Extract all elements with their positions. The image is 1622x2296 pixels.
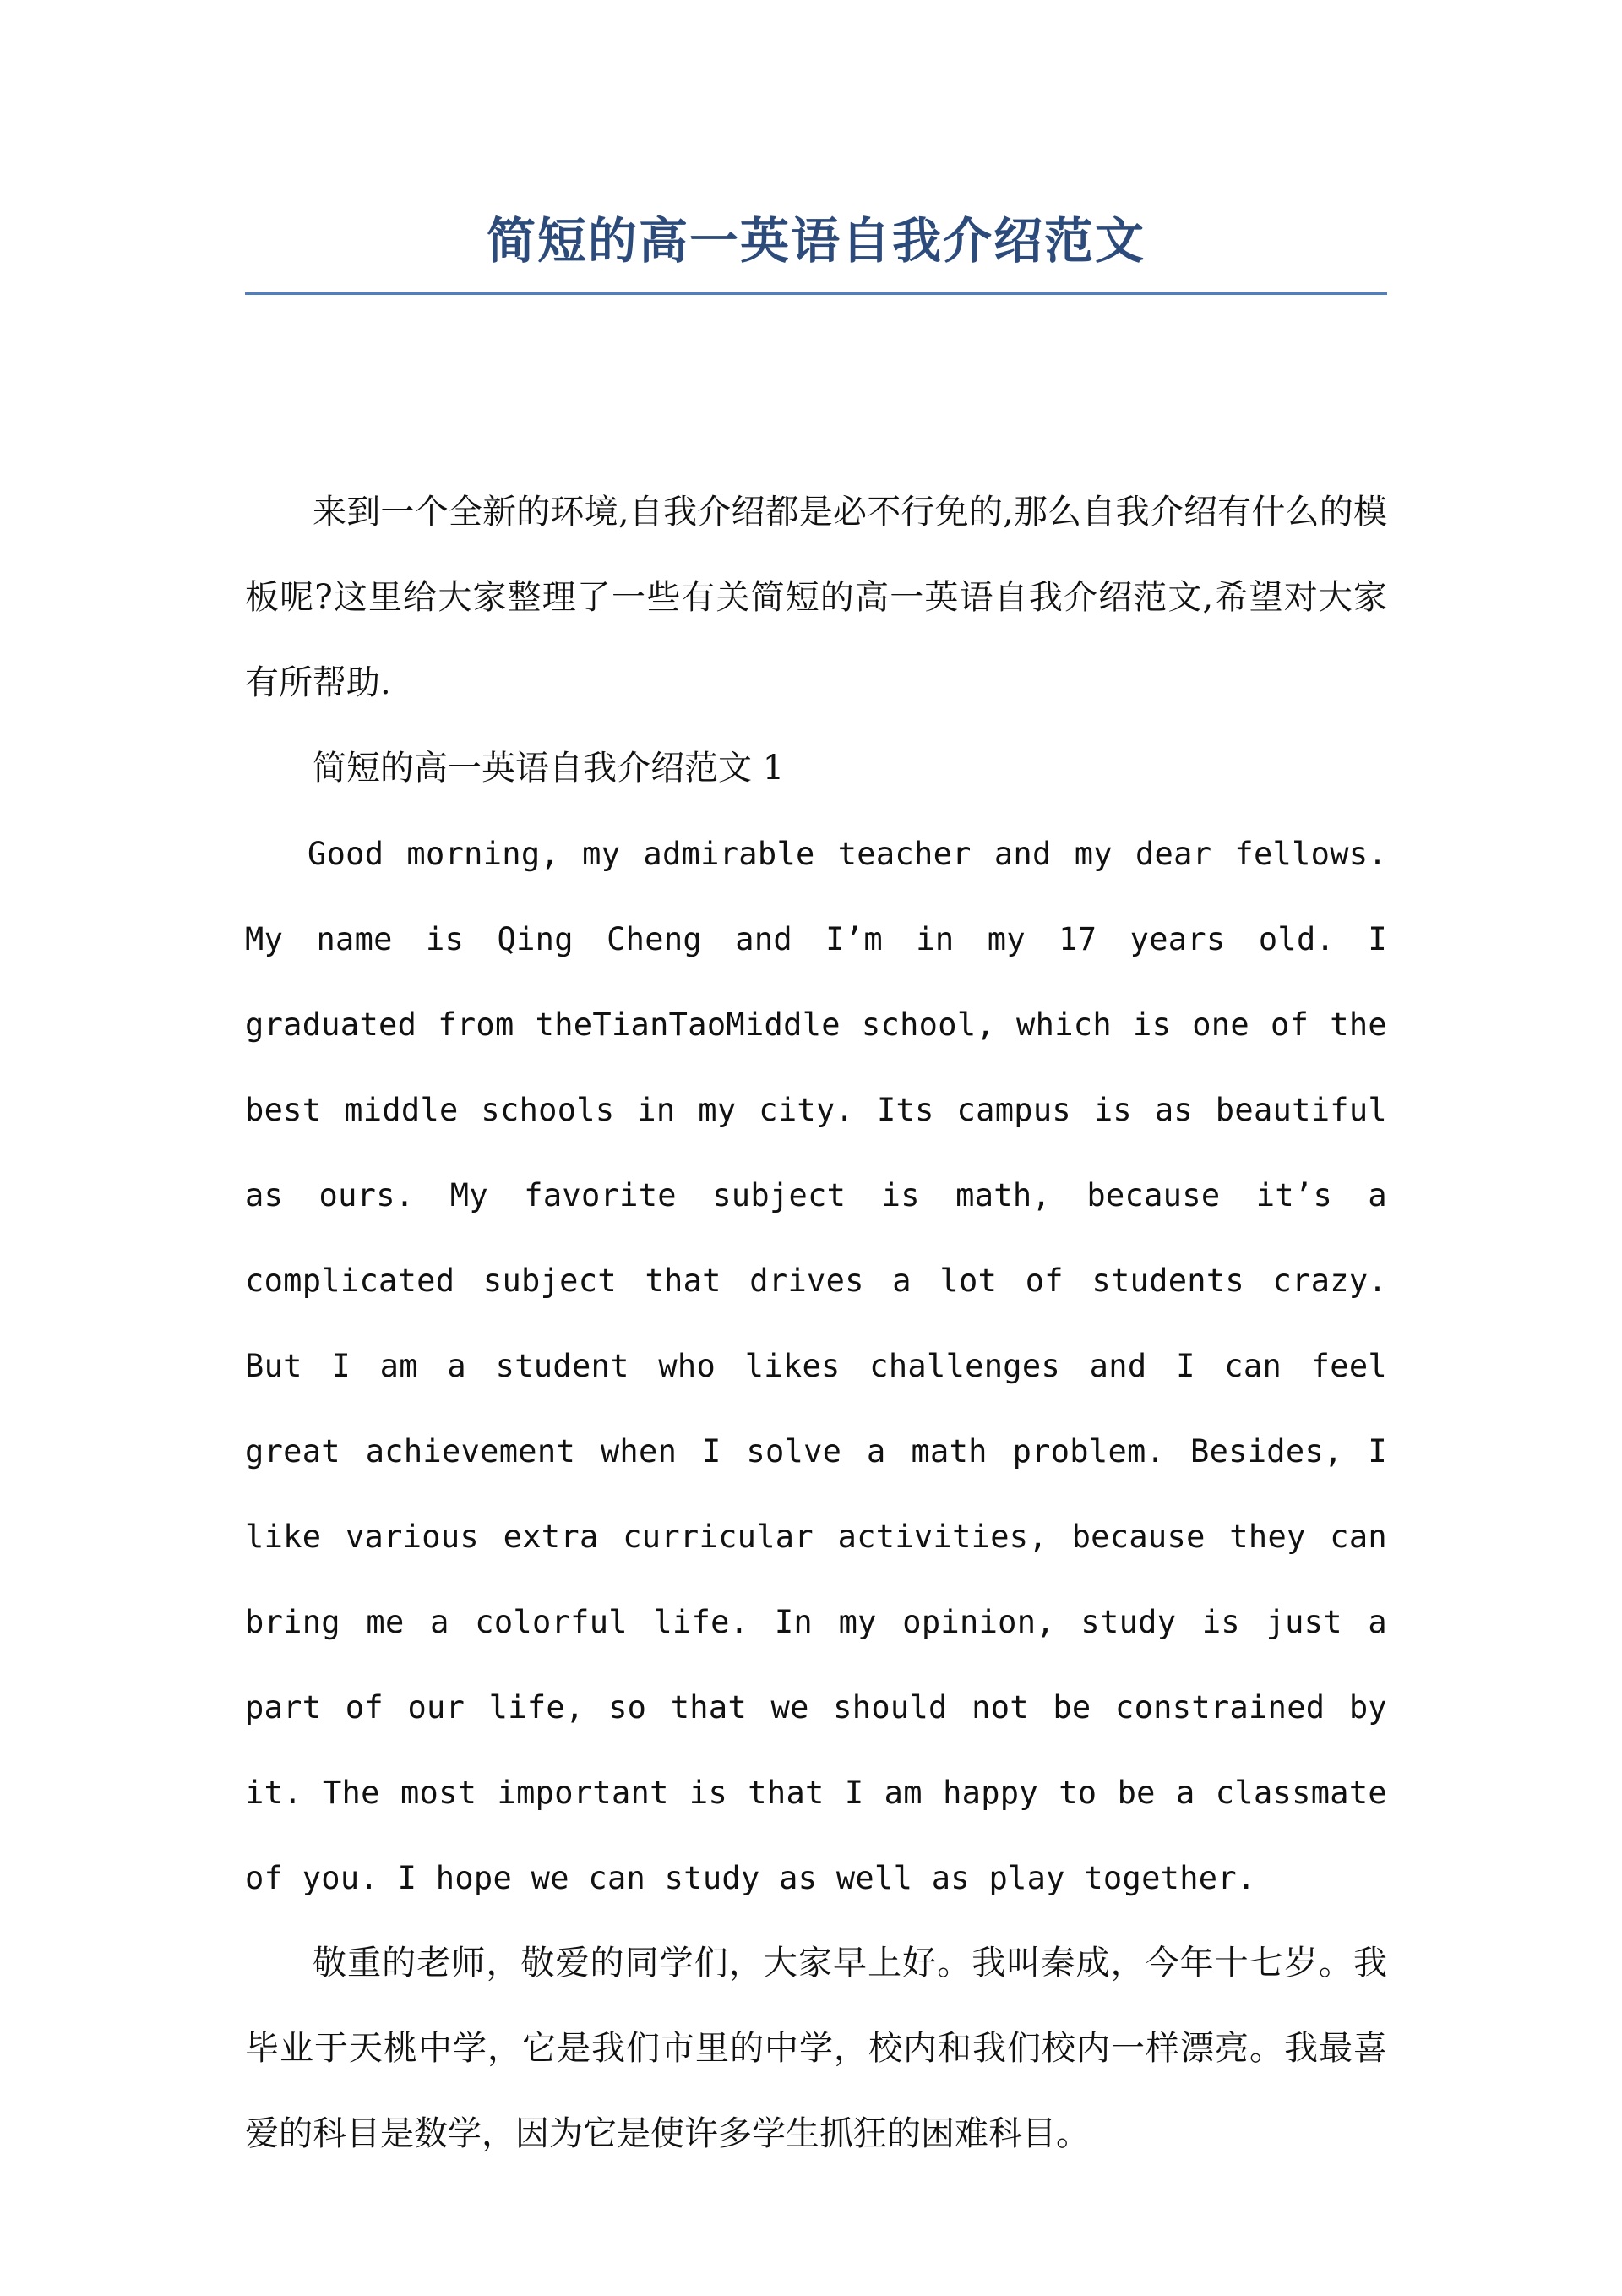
intro-paragraph: 来到一个全新的环境,自我介绍都是必不行免的,那么自我介绍有什么的模板呢?这里给大家整理了一些有关简短的高一英语自我介绍范文,希望对大家有所帮助. — [245, 493, 1387, 702]
chinese-paragraph: 敬重的老师，敬爱的同学们，大家早上好。我叫秦成，今年十七岁。我毕业于天桃中学，它是我们市里的中学，校内和我们校内一样漂亮。我最喜爱的科目是数学，因为它是使许多学生抓狂的困难科目。 — [245, 1944, 1387, 2153]
title-underline — [245, 292, 1387, 295]
document-title: 简短的高一英语自我介绍范文 — [486, 212, 1146, 270]
english-paragraph: Good morning, my admirable teacher and my dear fellows. My name is Qing Cheng and I’m in my 17 years old. I graduated from theTianTaoMiddle school, which is one of the best middle schools in my city. Its campus is as beautiful as ours. My favorite subject is math, because it’s a complicated subject that drives a lot of students crazy. But I am a student who likes challenges and I can feel great achievement when I solve a math problem. Besides, I like various extra curricular activities, because they can bring me a colorful life. In my opinion, study is just a part of our life, so that we should not be constrained by it. The most important is that I am happy to be a classmate of you. I hope we can study as well as play together. — [245, 836, 1387, 1896]
document-body — [245, 470, 1387, 2177]
section-heading: 简短的高一英语自我介绍范文 1 — [313, 749, 785, 788]
